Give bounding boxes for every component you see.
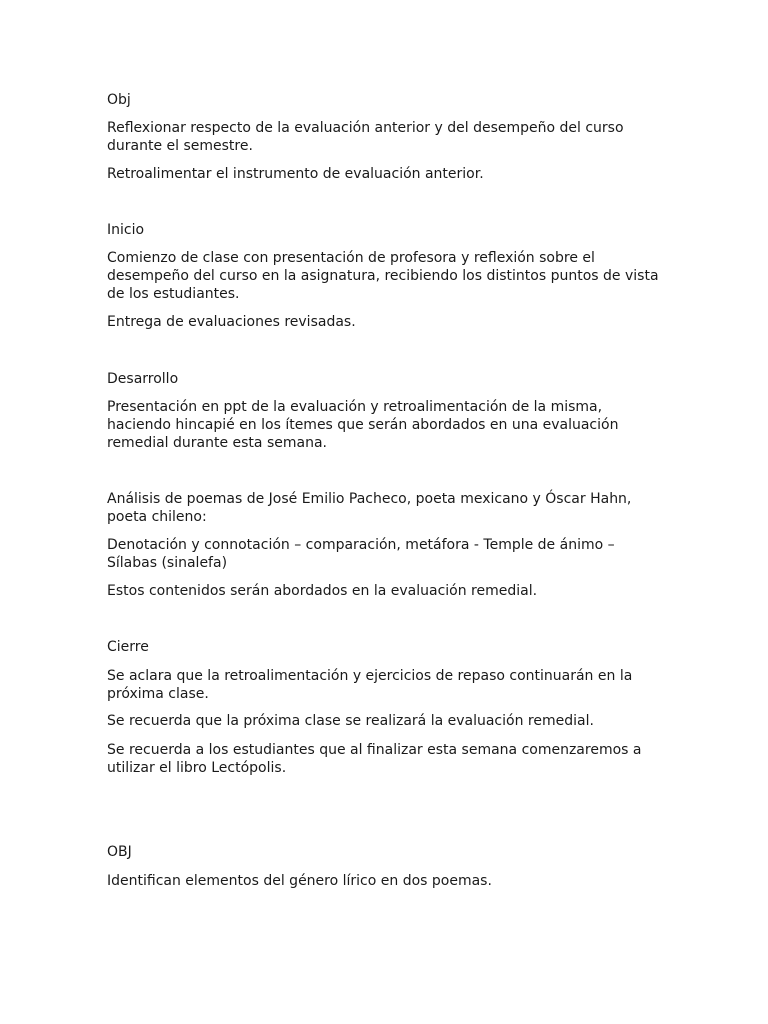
obj-paragraph-1: Reflexionar respecto de la evaluación anterior y del desempeño del curso durante el semestre. [107, 120, 624, 154]
inicio-heading: Inicio [107, 222, 145, 238]
inicio-paragraph-2: Entrega de evaluaciones revisadas. [107, 314, 356, 330]
obj-paragraph-2: Retroalimentar el instrumento de evaluación anterior. [107, 166, 484, 182]
desarrollo-paragraph-1: Presentación en ppt de la evaluación y retroalimentación de la misma, haciendo hincapié en los ítemes que serán abordados en una evaluación remedial durante esta semana. [107, 399, 619, 451]
inicio-paragraph-1: Comienzo de clase con presentación de profesora y reflexión sobre el desempeño del curso en la asignatura, recibiendo los distintos puntos de vista de los estudiantes. [107, 250, 659, 302]
obj2-heading: OBJ [107, 844, 132, 860]
desarrollo-paragraph-2: Análisis de poemas de José Emilio Pacheco, poeta mexicano y Óscar Hahn, poeta chileno: [107, 491, 632, 525]
desarrollo-paragraph-3: Denotación y connotación – comparación, metáfora - Temple de ánimo – Sílabas (sinalefa) [107, 537, 615, 571]
desarrollo-heading: Desarrollo [107, 371, 179, 387]
cierre-paragraph-3: Se recuerda a los estudiantes que al finalizar esta semana comenzaremos a utilizar el libro Lectópolis. [107, 742, 642, 776]
desarrollo-paragraph-4: Estos contenidos serán abordados en la evaluación remedial. [107, 583, 538, 599]
obj-heading: Obj [107, 92, 131, 108]
cierre-heading: Cierre [107, 639, 149, 655]
cierre-paragraph-1: Se aclara que la retroalimentación y ejercicios de repaso continuarán en la próxima clase. [107, 668, 633, 702]
cierre-paragraph-2: Se recuerda que la próxima clase se realizará la evaluación remedial. [107, 713, 594, 729]
obj2-paragraph-1: Identifican elementos del género lírico en dos poemas. [107, 873, 492, 889]
